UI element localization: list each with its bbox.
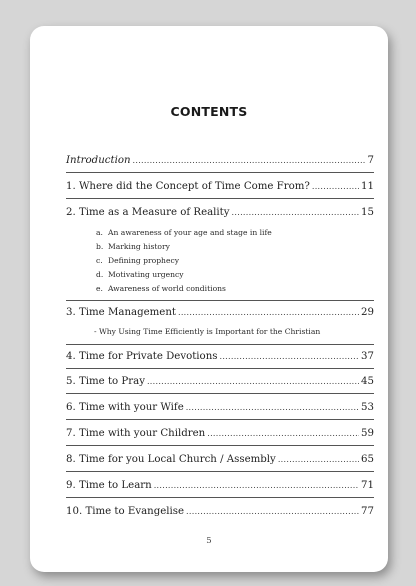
toc-entry-title: 9. Time to Learn [66,480,152,491]
toc-entry-chapter-6[interactable] [66,401,374,415]
divider [66,393,374,394]
sub-item: d. Motivating urgency [96,270,184,279]
toc-entry-page: 45 [361,376,374,387]
toc-entry-title: Introduction [66,155,131,166]
toc-entry-title: 2. Time as a Measure of Reality [66,207,230,218]
leader-dots [147,375,359,389]
toc-entry-title: 4. Time for Private Devotions [66,351,218,362]
leader-dots [219,350,359,364]
toc-entry-chapter-10[interactable] [66,505,374,519]
toc-entry-page: 53 [361,402,374,413]
sub-item: e. Awareness of world conditions [96,284,226,293]
toc-entry-introduction[interactable] [66,154,374,168]
leader-dots [133,154,366,168]
toc-entry-chapter-4[interactable] [66,350,374,364]
toc-entry-title: 10. Time to Evangelise [66,506,185,517]
toc-entry-page: 77 [361,506,374,517]
toc-entry-title: 7. Time with your Children [66,428,206,439]
leader-dots [186,505,359,519]
divider [66,497,374,498]
leader-dots [312,180,359,194]
toc-entry-chapter-9[interactable] [66,479,374,493]
divider [66,344,374,345]
toc-entry-title: 6. Time with your Wife [66,402,184,413]
toc-entry-chapter-1[interactable] [66,180,374,194]
toc-entry-title: 3. Time Management [66,307,176,318]
leader-dots [232,206,359,220]
leader-dots [154,479,359,493]
divider [66,368,374,369]
leader-dots [186,401,359,415]
book-page [30,26,388,572]
leader-dots [207,427,359,441]
leader-dots [278,453,359,467]
sub-item: c. Defining prophecy [96,256,179,265]
divider [66,419,374,420]
toc-entry-page: 7 [367,155,374,166]
leader-dots [178,306,359,320]
toc-entry-page: 29 [361,307,374,318]
toc-entry-title: 8. Time for you Local Church / Assembly [66,454,276,465]
divider [66,471,374,472]
toc-entry-page: 15 [361,207,374,218]
toc-entry-title: 5. Time to Pray [66,376,145,387]
page-number: 5 [206,536,212,546]
divider [66,172,374,173]
sub-item: a. An awareness of your age and stage in life [96,228,272,237]
sub-item: b. Marking history [96,242,170,251]
sub-note: - Why Using Time Efficiently is Important for the Christian [94,327,321,336]
divider [66,300,374,301]
toc-entry-chapter-3[interactable] [66,306,374,320]
divider [66,198,374,199]
toc-entry-chapter-7[interactable] [66,427,374,441]
toc-entry-title: 1. Where did the Concept of Time Come From? [66,181,310,192]
contents-heading: CONTENTS [170,104,248,119]
toc-entry-page: 11 [361,181,374,192]
toc-entry-chapter-5[interactable] [66,375,374,389]
divider [66,445,374,446]
toc-entry-page: 71 [361,480,374,491]
toc-entry-chapter-2[interactable] [66,206,374,220]
toc-entry-page: 37 [361,351,374,362]
toc-entry-chapter-8[interactable] [66,453,374,467]
toc-entry-page: 59 [361,428,374,439]
toc-entry-page: 65 [361,454,374,465]
